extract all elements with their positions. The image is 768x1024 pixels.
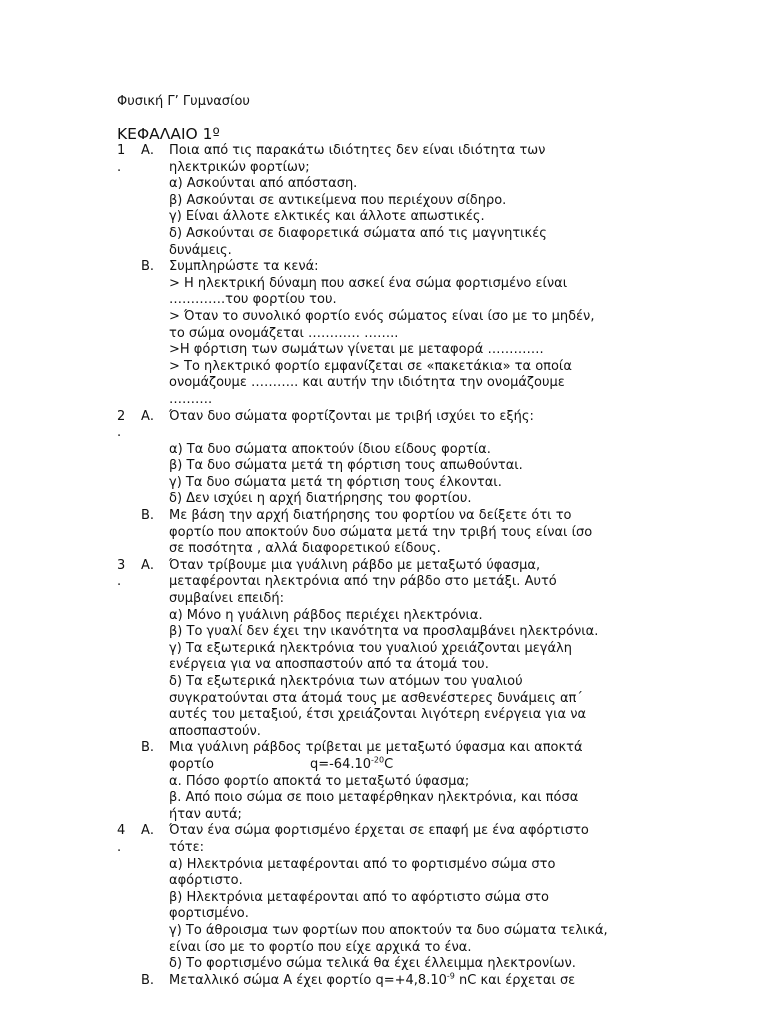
q1-a-row-2 bbox=[117, 160, 717, 177]
q3-a-question-cont: συμβαίνει επειδή: bbox=[169, 591, 284, 607]
q1-a-label: Α. bbox=[141, 143, 155, 158]
q1-a-question-cont: ηλεκτρικών φορτίων; bbox=[169, 159, 310, 175]
q1-b-line: ………. bbox=[169, 391, 213, 407]
q1-number: 1 bbox=[117, 143, 126, 158]
q2-a-label: Α. bbox=[141, 408, 155, 424]
q1-a-option-d: δ) Ασκούνται σε διαφορετικά σώματα από τις μαγνητικές bbox=[169, 225, 547, 241]
q4-a-question-cont: τότε: bbox=[169, 839, 205, 855]
q4-b-text: Μεταλλικό σώμα Α έχει φορτίο q=+4,8.10 bbox=[169, 972, 447, 988]
q4-a-label: Α. bbox=[141, 823, 155, 839]
q2-b-row bbox=[117, 508, 717, 525]
q3-b-line: Μια γυάλινη ράβδος τρίβεται με μεταξωτό ύφασμα και αποκτά bbox=[169, 740, 583, 756]
q4-a-option-d: δ) Το φορτισμένο σώμα τελικά θα έχει έλλειμμα ηλεκτρονίων. bbox=[169, 956, 576, 972]
q3-number-dot: . bbox=[117, 574, 122, 590]
q3-a-option-d-cont: συγκρατούνται στα άτομά τους με ασθενέστερες δυνάμεις απ΄ bbox=[169, 690, 583, 706]
q3-number: 3 bbox=[117, 557, 126, 573]
q3-b-charge-value: q=-64.10 bbox=[309, 756, 372, 772]
q3-a-option-c-cont: ενέργεια για να αποσπαστούν από τα άτομά του. bbox=[169, 657, 489, 673]
q3-a-option-a: α) Μόνο η γυάλινη ράβδος περιέχει ηλεκτρόνια. bbox=[169, 607, 483, 623]
q1-a-option-b: β) Ασκούνται σε αντικείμενα που περιέχουν σίδηρο. bbox=[169, 192, 507, 208]
q1-a-option-d-cont: δυνάμεις. bbox=[169, 242, 232, 258]
q3-b-charge-word: φορτίο bbox=[169, 756, 214, 772]
q3-a-question: Όταν τρίβουμε μια γυάλινη ράβδο με μεταξωτό ύφασμα, bbox=[169, 557, 541, 573]
q4-b-exponent: -9 bbox=[446, 971, 455, 981]
q4-a-question: Όταν ένα σώμα φορτισμένο έρχεται σε επαφή με ένα αφόρτιστο bbox=[169, 823, 589, 839]
q3-a-option-b: β) Το γυαλί δεν έχει την ικανότητα να προσλαμβάνει ηλεκτρόνια. bbox=[169, 624, 599, 640]
q2-number-dot: . bbox=[117, 425, 122, 441]
q3-b-label: Β. bbox=[141, 740, 155, 756]
q1-a-option-c: γ) Είναι άλλοτε ελκτικές και άλλοτε απωστικές. bbox=[169, 209, 485, 225]
q2-b-line: σε ποσότητα , αλλά διαφορετικού είδους. bbox=[169, 541, 441, 557]
q2-b-line: Με βάση την αρχή διατήρησης του φορτίου να δείξετε ότι το bbox=[169, 508, 572, 524]
q4-b-text-cont: nC και έρχεται σε bbox=[454, 972, 576, 988]
q4-a-option-b-cont: φορτισμένο. bbox=[169, 906, 249, 922]
q4-a-option-b: β) Ηλεκτρόνια μεταφέρονται από το αφόρτιστο σώμα στο bbox=[169, 889, 549, 905]
q3-b-charge-unit: C bbox=[384, 756, 394, 772]
q3-b-line: ήταν αυτά; bbox=[169, 806, 242, 822]
q1-a-option-a: α) Ασκούνται από απόσταση. bbox=[169, 176, 358, 192]
q3-b-charge-exponent: -20 bbox=[371, 755, 385, 765]
q1-b-line: το σώμα ονομάζεται ………… …….. bbox=[169, 325, 399, 341]
q4-a-option-a: α) Ηλεκτρόνια μεταφέρονται από το φορτισμένο σώμα στο bbox=[169, 856, 556, 872]
q2-a-row bbox=[117, 409, 717, 426]
q4-b-row bbox=[117, 973, 717, 990]
q1-a-row bbox=[117, 143, 717, 160]
q1-b-line: >Η φόρτιση των σωμάτων γίνεται με μεταφορά …………. bbox=[169, 342, 544, 358]
q1-a-question: Ποια από τις παρακάτω ιδιότητες δεν είναι ιδιότητα των bbox=[169, 143, 546, 158]
q1-b-line: ………….του φορτίου του. bbox=[169, 292, 337, 308]
q3-b-line: α. Πόσο φορτίο αποκτά το μεταξωτό ύφασμα; bbox=[169, 773, 470, 789]
q2-number: 2 bbox=[117, 408, 126, 424]
q3-a-option-d: δ) Τα εξωτερικά ηλεκτρόνια των ατόμων του γυαλιού bbox=[169, 674, 523, 689]
q2-b-label: Β. bbox=[141, 508, 155, 524]
q2-a-option-b: β) Τα δυο σώματα μετά τη φόρτιση τους απωθούνται. bbox=[169, 458, 523, 474]
q4-number-dot: . bbox=[117, 839, 122, 855]
q1-number-dot: . bbox=[117, 159, 122, 175]
q3-b-charge-line bbox=[169, 757, 717, 774]
q3-a-option-d-cont: αυτές του μεταξιού, έτσι χρειάζονται λιγότερη ενέργεια για να bbox=[169, 707, 587, 723]
q4-a-option-c-cont: είναι ίσο με το φορτίο που είχε αρχικά το ένα. bbox=[169, 939, 472, 955]
q1-b-line: > Όταν το συνολικό φορτίο ενός σώματος είναι ίσο με το μηδέν, bbox=[169, 308, 595, 324]
q4-b-line bbox=[169, 973, 717, 990]
q3-b-line: β. Από ποιο σώμα σε ποιο μεταφέρθηκαν ηλεκτρόνια, και πόσα bbox=[169, 790, 579, 806]
chapter-title: ΚΕΦΑΛΑΙΟ 1º bbox=[117, 125, 220, 143]
q2-b-line: φορτίο που αποκτούν δυο σώματα μετά την τριβή τους είναι ίσο bbox=[169, 524, 593, 540]
q1-b-row bbox=[117, 259, 717, 276]
q3-a-question-cont: μεταφέρονται ηλεκτρόνια από την ράβδο στο μετάξι. Αυτό bbox=[169, 574, 557, 590]
q2-a-option-d: δ) Δεν ισχύει η αρχή διατήρησης του φορτίου. bbox=[169, 491, 472, 507]
q1-b-line: > Η ηλεκτρική δύναμη που ασκεί ένα σώμα φορτισμένο είναι bbox=[169, 275, 568, 291]
q1-b-line: ονομάζουμε ……….. και αυτήν την ιδιότητα την ονομάζουμε bbox=[169, 375, 565, 391]
q3-a-label: Α. bbox=[141, 557, 155, 573]
q2-a-option-c: γ) Τα δυο σώματα μετά τη φόρτιση τους έλκονται. bbox=[169, 474, 502, 490]
q2-a-question: Όταν δυο σώματα φορτίζονται με τριβή ισχύει το εξής: bbox=[169, 408, 534, 424]
q4-a-option-c: γ) Το άθροισμα των φορτίων που αποκτούν τα δυο σώματα τελικά, bbox=[169, 922, 608, 938]
q3-b-row bbox=[117, 740, 717, 757]
q1-b-question: Συμπληρώστε τα κενά: bbox=[169, 259, 319, 275]
q3-a-row bbox=[117, 558, 717, 575]
questions-body bbox=[117, 143, 717, 989]
q1-b-label: Β. bbox=[141, 259, 155, 275]
q3-a-option-c: γ) Τα εξωτερικά ηλεκτρόνια του γυαλιού χρειάζονται μεγάλη bbox=[169, 640, 572, 656]
q3-a-option-d-cont: αποσπαστούν. bbox=[169, 723, 261, 739]
q2-a-option-a: α) Τα δυο σώματα αποκτούν ίδιου είδους φορτία. bbox=[169, 441, 491, 457]
q4-number: 4 bbox=[117, 823, 126, 839]
q4-b-label: Β. bbox=[141, 972, 155, 988]
q1-b-line: > Το ηλεκτρικό φορτίο εμφανίζεται σε «πακετάκια» τα οποία bbox=[169, 358, 572, 374]
q4-a-option-a-cont: αφόρτιστο. bbox=[169, 873, 243, 889]
document-header: Φυσική Γ’ Γυμνασίου bbox=[117, 94, 250, 109]
q4-a-row bbox=[117, 823, 717, 840]
